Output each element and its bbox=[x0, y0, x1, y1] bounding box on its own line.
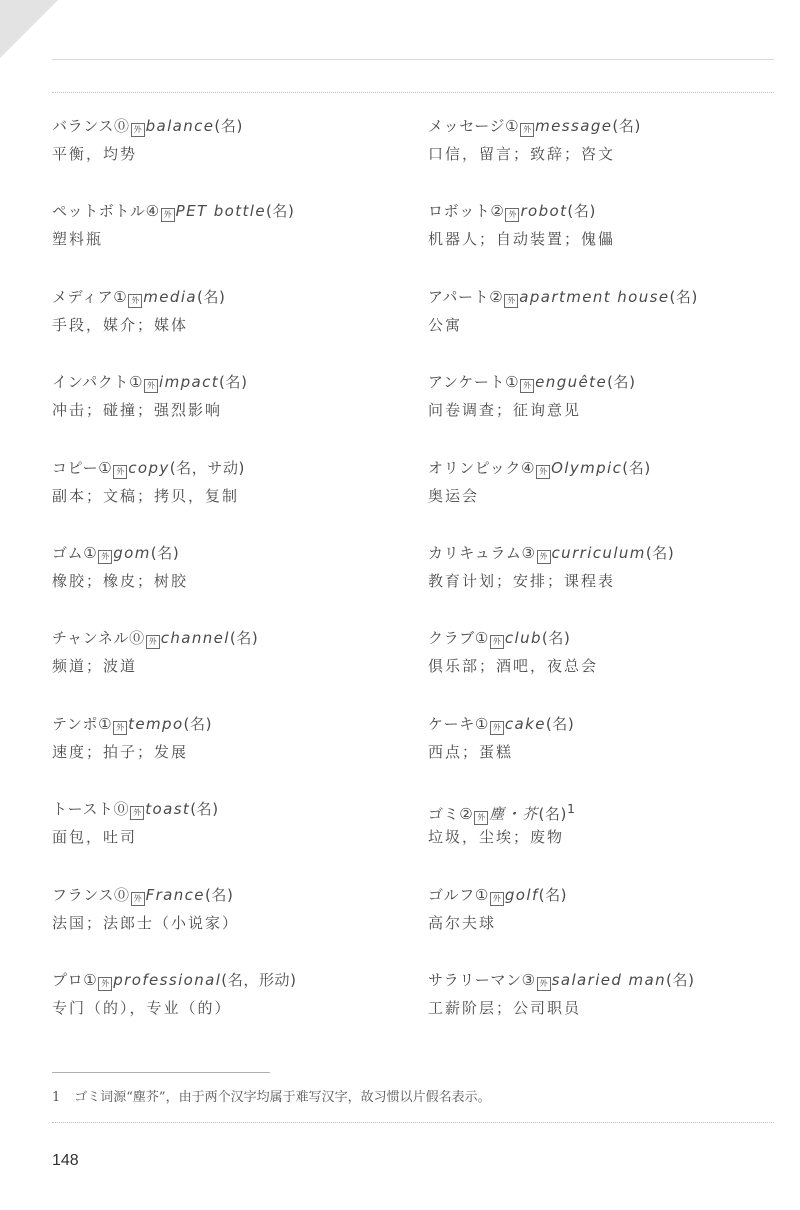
source-word: copy bbox=[128, 458, 170, 477]
source-word: PET bottle bbox=[175, 202, 266, 221]
part-of-speech: (名) bbox=[622, 458, 651, 477]
part-of-speech: (名) bbox=[265, 202, 295, 221]
part-of-speech: (名) bbox=[183, 714, 213, 733]
kana: アンケート bbox=[428, 373, 506, 392]
kana: バランス bbox=[52, 117, 114, 135]
vocab-column-left bbox=[52, 112, 392, 1051]
vocab-gloss: 公寓 bbox=[428, 315, 463, 334]
vocab-gloss: 奥运会 bbox=[428, 486, 480, 505]
vocab-entry bbox=[428, 966, 768, 1051]
vocab-entry bbox=[428, 539, 768, 624]
source-mark: 外 bbox=[490, 635, 504, 649]
vocab-headword bbox=[52, 539, 392, 567]
part-of-speech: (名) bbox=[204, 885, 234, 904]
source-word: impact bbox=[159, 373, 220, 392]
vocab-entry bbox=[52, 795, 392, 880]
source-mark: 外 bbox=[113, 465, 127, 479]
vocab-entry bbox=[52, 966, 392, 1051]
source-word: channel bbox=[160, 629, 230, 648]
source-word: media bbox=[143, 287, 197, 306]
accent-mark: ④ bbox=[145, 202, 160, 221]
source-mark: 外 bbox=[98, 977, 112, 991]
accent-mark: ③ bbox=[521, 543, 536, 562]
vocab-column-right bbox=[428, 112, 768, 1051]
source-mark: 外 bbox=[113, 721, 127, 735]
vocab-gloss: 专门（的），专业（的） bbox=[52, 998, 232, 1017]
kana: ゴルフ bbox=[428, 885, 475, 904]
source-mark: 外 bbox=[505, 208, 519, 222]
vocab-entry bbox=[428, 710, 768, 795]
kana: ゴム bbox=[52, 543, 84, 562]
source-mark: 外 bbox=[520, 379, 534, 393]
accent-mark: ① bbox=[505, 373, 520, 392]
accent-mark: ① bbox=[98, 458, 113, 477]
vocab-gloss: 橡胶；橡皮；树胶 bbox=[52, 571, 189, 590]
vocab-gloss: 问卷调查；征询意见 bbox=[428, 401, 582, 420]
part-of-speech: (名) bbox=[538, 805, 567, 824]
vocab-headword bbox=[428, 112, 768, 140]
source-mark: 外 bbox=[504, 294, 518, 308]
vocab-headword bbox=[428, 881, 768, 909]
accent-mark: ⓪ bbox=[129, 629, 145, 648]
source-word: apartment house bbox=[519, 287, 670, 306]
accent-mark: ① bbox=[98, 714, 113, 733]
source-mark: 外 bbox=[537, 550, 551, 564]
vocab-headword bbox=[52, 710, 392, 738]
source-mark: 外 bbox=[537, 977, 551, 991]
source-word: France bbox=[145, 885, 205, 904]
kana: インパクト bbox=[52, 373, 129, 392]
part-of-speech: (名) bbox=[669, 287, 698, 306]
accent-mark: ⓪ bbox=[113, 885, 130, 904]
footnote-text: ゴミ词源“塵芥”，由于两个汉字均属于难写汉字，故习惯以片假名表示。 bbox=[74, 1090, 491, 1105]
source-word: message bbox=[535, 117, 613, 135]
footer-dotted-rule bbox=[52, 1122, 774, 1123]
vocab-gloss: 面包，吐司 bbox=[52, 828, 138, 847]
vocab-gloss: 平衡，均势 bbox=[52, 145, 138, 163]
kana: クラブ bbox=[428, 629, 475, 648]
source-word: golf bbox=[504, 885, 539, 904]
vocab-gloss: 垃圾，尘埃；废物 bbox=[428, 828, 565, 847]
part-of-speech: (名) bbox=[541, 629, 571, 648]
vocab-headword bbox=[428, 454, 768, 482]
vocab-headword bbox=[52, 197, 392, 225]
vocab-headword bbox=[52, 795, 392, 823]
vocab-entry bbox=[428, 197, 768, 282]
vocab-headword bbox=[428, 966, 768, 994]
source-mark: 外 bbox=[144, 379, 158, 393]
part-of-speech: (名) bbox=[214, 117, 243, 135]
source-mark: 外 bbox=[536, 465, 550, 479]
source-word: curriculum bbox=[551, 543, 646, 562]
vocab-gloss: 手段，媒介；媒体 bbox=[52, 315, 189, 334]
source-mark: 外 bbox=[161, 208, 175, 222]
kana: サラリーマン bbox=[428, 970, 522, 989]
vocab-gloss: 工薪阶层；公司职员 bbox=[428, 998, 582, 1017]
source-mark: 外 bbox=[490, 892, 504, 906]
part-of-speech: (名) bbox=[538, 885, 568, 904]
vocab-headword bbox=[52, 283, 392, 311]
kana: メッセージ bbox=[428, 117, 506, 135]
source-word: enguête bbox=[535, 373, 608, 392]
vocab-entry bbox=[428, 112, 768, 197]
vocab-gloss: 频道；波道 bbox=[52, 657, 138, 676]
vocab-entry bbox=[428, 454, 768, 539]
accent-mark: ① bbox=[113, 287, 128, 306]
kana: アパート bbox=[428, 287, 490, 306]
vocab-headword bbox=[428, 539, 768, 567]
vocab-gloss: 高尔夫球 bbox=[428, 913, 497, 932]
vocab-entry bbox=[52, 881, 392, 966]
part-of-speech: (名) bbox=[229, 629, 259, 648]
source-word: club bbox=[504, 629, 542, 648]
vocab-headword bbox=[428, 795, 768, 823]
vocab-entry bbox=[52, 710, 392, 795]
part-of-speech: (名) bbox=[645, 543, 675, 562]
accent-mark: ① bbox=[505, 117, 520, 135]
footnote-rule bbox=[52, 1072, 270, 1073]
accent-mark: ② bbox=[489, 287, 504, 306]
vocab-entry bbox=[428, 283, 768, 368]
vocab-gloss: 西点；蛋糕 bbox=[428, 742, 514, 761]
part-of-speech: (名) bbox=[545, 714, 575, 733]
accent-mark: ① bbox=[83, 970, 98, 989]
part-of-speech: (名) bbox=[567, 202, 596, 221]
vocab-entry bbox=[52, 368, 392, 453]
part-of-speech: (名) bbox=[150, 543, 180, 562]
accent-mark: ⓪ bbox=[113, 800, 130, 819]
vocab-gloss: 冲击；碰撞；强烈影响 bbox=[52, 401, 223, 420]
source-word: robot bbox=[520, 202, 568, 221]
vocab-entry bbox=[428, 881, 768, 966]
accent-mark: ① bbox=[83, 543, 98, 562]
accent-mark: ④ bbox=[521, 458, 536, 477]
vocab-headword bbox=[52, 112, 392, 140]
source-mark: 外 bbox=[131, 123, 145, 137]
kana: メディア bbox=[52, 287, 114, 306]
vocab-entry bbox=[52, 624, 392, 709]
vocab-entry bbox=[428, 624, 768, 709]
source-word: balance bbox=[145, 117, 215, 135]
source-word: 塵・芥 bbox=[489, 805, 539, 824]
vocab-gloss: 法国；法郎士（小说家） bbox=[52, 913, 240, 932]
source-mark: 外 bbox=[146, 635, 160, 649]
footnote-number: 1 bbox=[52, 1090, 61, 1105]
vocab-gloss: 口信，留言；致辞；咨文 bbox=[428, 145, 616, 163]
footnote-ref: 1 bbox=[566, 801, 576, 817]
vocab-gloss: 副本；文稿；拷贝，复制 bbox=[52, 486, 240, 505]
vocab-entry bbox=[428, 368, 768, 453]
kana: ロボット bbox=[428, 202, 491, 221]
source-mark: 外 bbox=[520, 123, 534, 137]
source-mark: 外 bbox=[490, 721, 504, 735]
vocab-gloss: 俱乐部；酒吧，夜总会 bbox=[428, 657, 599, 676]
page-number: 148 bbox=[52, 1152, 79, 1169]
source-word: toast bbox=[145, 800, 191, 819]
kana: ペットボトル bbox=[52, 202, 146, 221]
kana: トースト bbox=[52, 800, 114, 819]
vocab-headword bbox=[428, 368, 768, 396]
vocab-headword bbox=[428, 710, 768, 738]
vocab-headword bbox=[52, 624, 392, 652]
kana: フランス bbox=[52, 885, 114, 904]
accent-mark: ② bbox=[459, 805, 474, 824]
vocab-headword bbox=[428, 624, 768, 652]
vocab-headword bbox=[52, 966, 392, 994]
vocab-entry bbox=[52, 454, 392, 539]
kana: チャンネル bbox=[52, 629, 130, 648]
accent-mark: ① bbox=[474, 885, 489, 904]
vocab-headword bbox=[428, 283, 768, 311]
accent-mark: ② bbox=[490, 202, 505, 221]
source-word: Olympic bbox=[551, 458, 623, 477]
vocab-headword bbox=[52, 368, 392, 396]
kana: テンポ bbox=[52, 714, 99, 733]
vocab-gloss: 速度；拍子；发展 bbox=[52, 742, 189, 761]
vocab-entry bbox=[52, 197, 392, 282]
footnote bbox=[52, 1086, 491, 1105]
page-corner-decoration bbox=[0, 0, 58, 58]
source-mark: 外 bbox=[131, 892, 145, 906]
part-of-speech: (名，サ动) bbox=[169, 458, 246, 477]
part-of-speech: (名) bbox=[197, 287, 226, 306]
header-dotted-rule bbox=[52, 92, 774, 93]
part-of-speech: (名) bbox=[219, 373, 248, 392]
vocab-gloss: 教育计划；安排；课程表 bbox=[428, 571, 616, 590]
vocab-gloss: 机器人；自动装置；傀儡 bbox=[428, 230, 616, 249]
kana: オリンピック bbox=[428, 458, 522, 477]
vocab-headword bbox=[52, 454, 392, 482]
vocab-gloss: 塑料瓶 bbox=[52, 230, 104, 249]
part-of-speech: (名) bbox=[190, 800, 219, 819]
source-word: professional bbox=[113, 970, 222, 989]
source-word: gom bbox=[113, 543, 151, 562]
accent-mark: ⓪ bbox=[113, 117, 130, 135]
accent-mark: ① bbox=[128, 373, 144, 392]
kana: ゴミ bbox=[428, 805, 460, 824]
vocab-headword bbox=[52, 881, 392, 909]
kana: カリキュラム bbox=[428, 543, 522, 562]
source-mark: 外 bbox=[98, 550, 112, 564]
part-of-speech: (名) bbox=[612, 117, 641, 135]
vocab-entry bbox=[52, 539, 392, 624]
source-word: salaried man bbox=[551, 970, 667, 989]
kana: コピー bbox=[52, 458, 99, 477]
vocab-entry bbox=[52, 112, 392, 197]
source-mark: 外 bbox=[474, 811, 488, 825]
part-of-speech: (名) bbox=[666, 970, 695, 989]
part-of-speech: (名) bbox=[607, 373, 636, 392]
kana: プロ bbox=[52, 970, 84, 989]
header-rule bbox=[52, 59, 774, 60]
source-word: cake bbox=[504, 714, 546, 733]
source-mark: 外 bbox=[130, 806, 144, 820]
vocab-entry bbox=[428, 795, 768, 880]
vocab-headword bbox=[428, 197, 768, 225]
vocab-entry bbox=[52, 283, 392, 368]
accent-mark: ③ bbox=[521, 970, 536, 989]
source-mark: 外 bbox=[128, 294, 142, 308]
part-of-speech: (名，形动) bbox=[221, 970, 297, 989]
accent-mark: ① bbox=[474, 714, 489, 733]
accent-mark: ① bbox=[474, 629, 489, 648]
source-word: tempo bbox=[128, 714, 184, 733]
kana: ケーキ bbox=[428, 714, 475, 733]
